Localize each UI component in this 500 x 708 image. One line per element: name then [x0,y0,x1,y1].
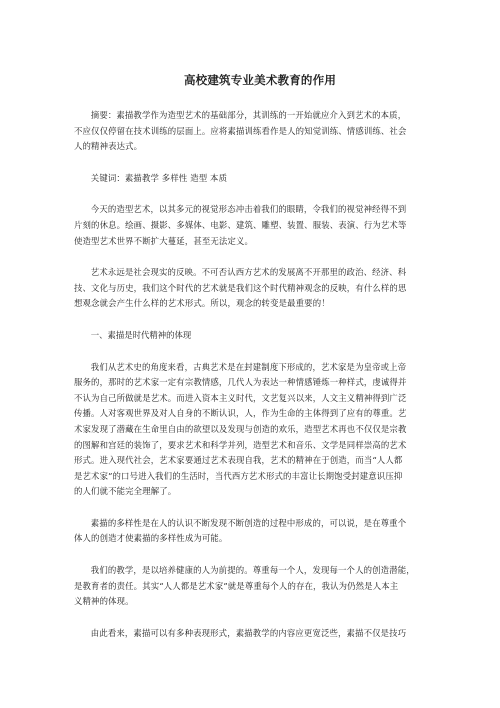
text-line: 是教育者的责任。其实“人人都是艺术家”就是尊重每个人的存在，我认为仍然是人本主 [74,580,399,591]
text-line: 素描的多样性是在人的认识不断发现不断创造的过程中形成的，可以说，是在尊重个 [90,517,407,528]
text-line: 人的精神表达式。 [74,141,143,152]
paragraph [74,516,438,547]
paragraph [74,563,438,610]
text-line: 的人们就不能完全理解了。 [74,486,177,497]
text-line: 片刻的休息。绘画、摄影、多媒体、电影、建筑、雕塑、装置、服装、表演、行为艺术等 [74,219,407,230]
paragraph [74,626,438,642]
text-line: 服务的，那时的艺术家一定有宗教情感，几代人为表达一种情感锤炼一种样式，虔诚得并 [74,377,407,388]
paragraph [74,360,438,500]
text-line: 是艺术家”的口号进入我们的生活时，当代西方艺术形式的丰富让长期饱受封建意识压抑 [74,470,403,481]
text-line: 关键词：素描教学 多样性 造型 本质 [90,172,228,183]
text-line: 形式。进入现代社会，艺术家要通过艺术表现自我，艺术的精神在于创造，而当“人人都 [74,455,403,466]
text-line: 想观念就会产生什么样的艺术形式。所以，观念的转变是最重要的！ [74,298,330,309]
text-line: 摘要：素描教学作为造型艺术的基础部分，其训练的一开始就应介入到艺术的本质， [90,110,407,120]
paragraph [74,108,438,155]
text-line: 不认为自己所做就是艺术。而进入资本主义时代，文艺复兴以来，人文主义精神得到广泛 [74,392,407,403]
text-line: 术家发现了潜藏在生命里自由的欲望以及发现与创造的欢乐，造型艺术再也不仅仅是宗教 [74,423,407,434]
text-line: 由此看来，素描可以有多种表现形式，素描教学的内容应更宽泛些，素描不仅是技巧 [90,627,407,638]
text-line: 我们的教学，是以培养健康的人为前提的。尊重每一个人，发现每一个人的创造潜能， [90,565,415,576]
text-line: 的图解和宫廷的装饰了，要求艺术和科学并列，造型艺术和音乐、文学是同样崇高的艺术 [74,439,407,450]
text-line: 艺术永远是社会现实的反映。不可否认西方艺术的发展离不开那里的政治、经济、科 [90,267,407,278]
text-line: 一、素描是时代精神的体现 [90,329,192,340]
paragraph [74,171,438,187]
paragraph [74,202,438,249]
text-line: 体人的创造才使素描的多样性成为可能。 [74,533,228,544]
paragraph [74,265,438,312]
text-line: 义精神的体现。 [74,596,134,607]
text-line: 不应仅仅停留在技术训练的层面上。应将素描训练看作是人的知觉训练、情感训练、社会 [74,125,407,136]
text-line: 技、文化与历史，我们这个时代的艺术就是我们这个时代精神观念的反映，有什么样的思 [74,282,407,293]
document-body [74,108,438,641]
text-line: 我们从艺术史的角度来看，古典艺术是在封建制度下形成的，艺术家是为皇帝或上帝 [90,361,407,372]
document-title: 高校建筑专业美术教育的作用 [183,73,337,87]
section-heading [74,328,438,344]
text-line: 传播。人对客观世界及对人自身的不断认识，人，作为生命的主体得到了应有的尊重。艺 [74,408,407,419]
text-line: 使造型艺术世界不断扩大蔓延，甚至无法定义。 [74,235,254,246]
text-line: 今天的造型艺术，以其多元的视觉形态冲击着我们的眼睛，令我们的视觉神经得不到 [90,204,407,215]
